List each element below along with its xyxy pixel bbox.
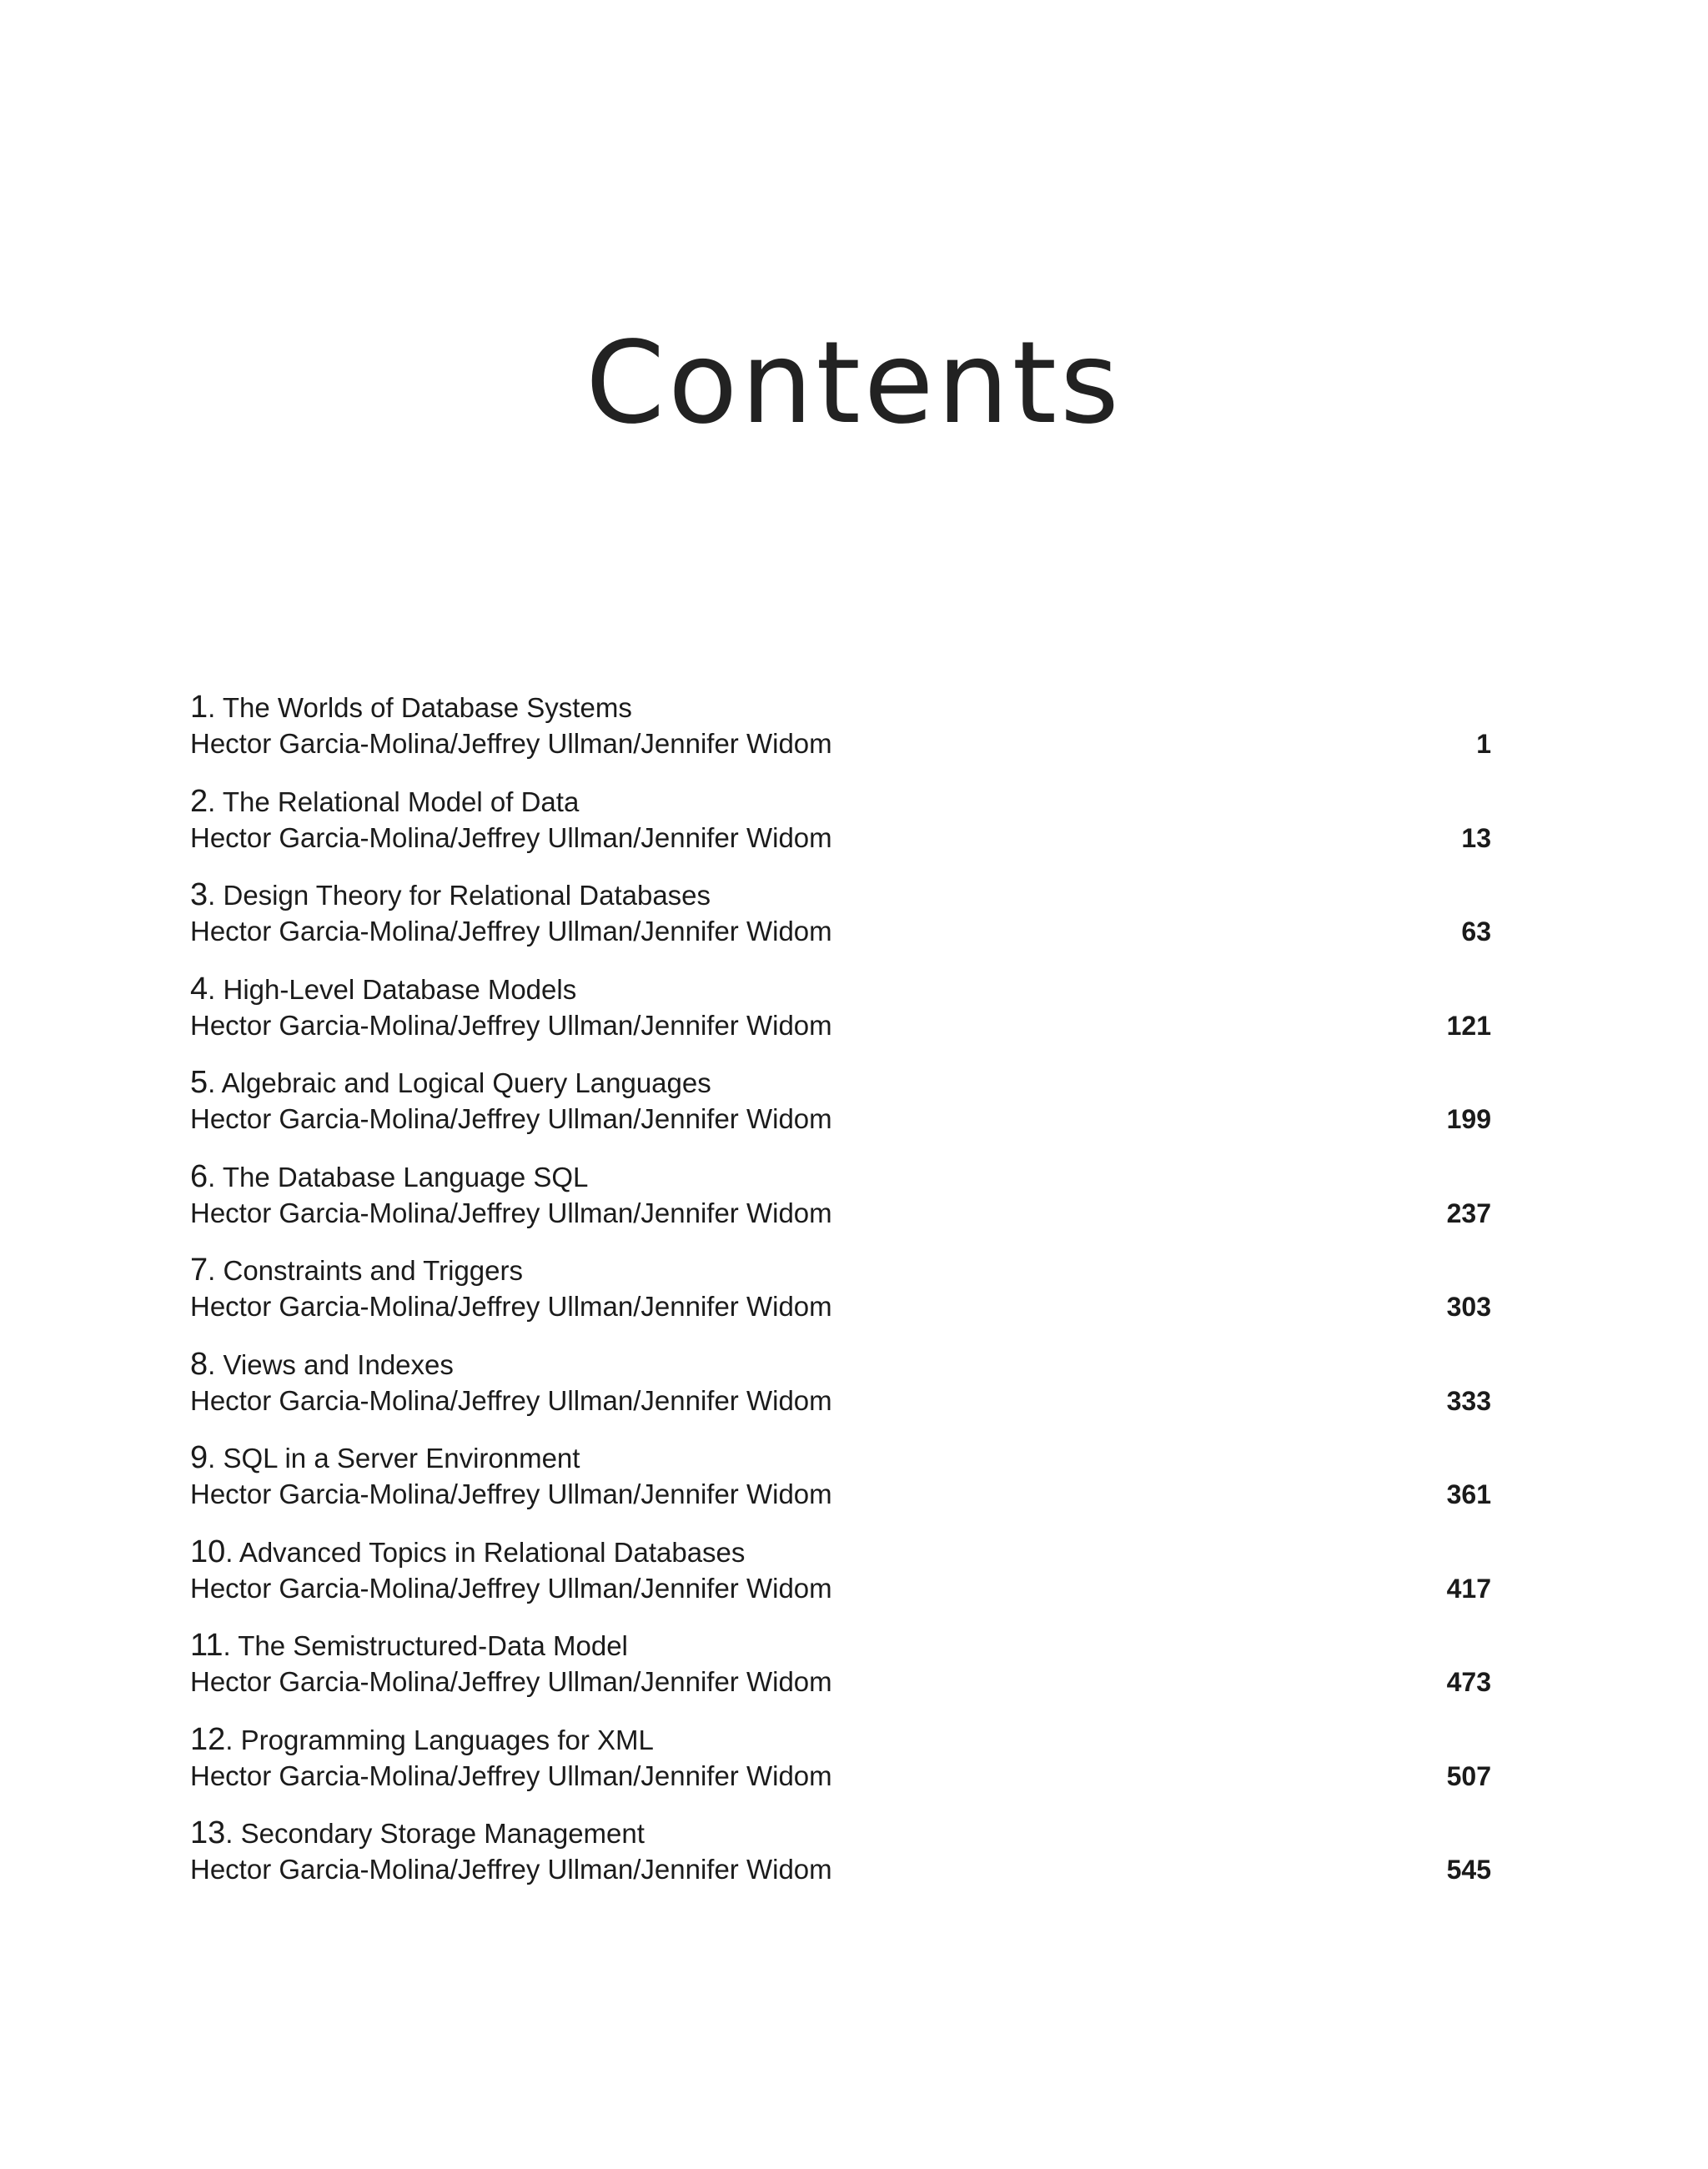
toc-entry[interactable] [190, 1252, 1491, 1346]
chapter-authors: Hector Garcia-Molina/Jeffrey Ullman/Jennifer Widom [190, 1197, 832, 1228]
chapter-page-number: 121 [1446, 1010, 1491, 1041]
chapter-number: 7 [190, 1253, 208, 1288]
toc-entry[interactable] [190, 783, 1491, 877]
chapter-heading: 11. The Semistructured-Data Model [190, 1628, 628, 1663]
chapter-title: Constraints and Triggers [223, 1255, 523, 1286]
chapter-page-number: 13 [1461, 822, 1491, 853]
chapter-heading: 13. Secondary Storage Management [190, 1815, 645, 1850]
table-of-contents [190, 689, 1491, 1909]
chapter-title: Views and Indexes [223, 1348, 454, 1380]
chapter-authors: Hector Garcia-Molina/Jeffrey Ullman/Jennifer Widom [190, 1103, 832, 1134]
chapter-page-number: 473 [1446, 1667, 1491, 1697]
chapter-number: 6 [190, 1158, 208, 1194]
toc-entry[interactable] [190, 1346, 1491, 1440]
chapter-title: Advanced Topics in Relational Databases [239, 1536, 746, 1568]
page-title: Contents [585, 318, 1123, 449]
chapter-number: 12 [190, 1721, 226, 1757]
chapter-authors: Hector Garcia-Molina/Jeffrey Ullman/Jennifer Widom [190, 821, 832, 853]
chapter-heading: 8. Views and Indexes [190, 1346, 454, 1382]
chapter-heading: 5. Algebraic and Logical Query Languages [190, 1065, 711, 1100]
chapter-page-number: 63 [1461, 916, 1491, 946]
toc-entry[interactable] [190, 1064, 1491, 1158]
chapter-number: 3 [190, 877, 208, 912]
chapter-heading: 1. The Worlds of Database Systems [190, 690, 632, 725]
toc-entry[interactable] [190, 876, 1491, 971]
chapter-authors: Hector Garcia-Molina/Jeffrey Ullman/Jennifer Widom [190, 1572, 832, 1604]
chapter-title: Algebraic and Logical Query Languages [221, 1067, 711, 1098]
chapter-title: Programming Languages for XML [240, 1724, 654, 1755]
toc-entry[interactable] [190, 1815, 1491, 1909]
chapter-authors: Hector Garcia-Molina/Jeffrey Ullman/Jennifer Widom [190, 1854, 832, 1885]
chapter-title: SQL in a Server Environment [223, 1443, 580, 1474]
chapter-authors: Hector Garcia-Molina/Jeffrey Ullman/Jennifer Widom [190, 1666, 832, 1697]
chapter-page-number: 303 [1446, 1292, 1491, 1322]
chapter-page-number: 417 [1446, 1573, 1491, 1604]
toc-entry[interactable] [190, 1627, 1491, 1721]
chapter-authors: Hector Garcia-Molina/Jeffrey Ullman/Jennifer Widom [190, 728, 832, 759]
chapter-authors: Hector Garcia-Molina/Jeffrey Ullman/Jennifer Widom [190, 1760, 832, 1791]
chapter-title: Secondary Storage Management [240, 1818, 645, 1849]
chapter-number: 1 [190, 690, 208, 725]
chapter-number: 11 [190, 1628, 224, 1663]
chapter-number: 4 [190, 971, 208, 1007]
chapter-number: 5 [190, 1065, 208, 1100]
chapter-title: High-Level Database Models [223, 973, 577, 1005]
chapter-page-number: 199 [1446, 1104, 1491, 1134]
chapter-number: 13 [190, 1815, 226, 1850]
chapter-number: 10 [190, 1534, 226, 1569]
chapter-number: 9 [190, 1440, 208, 1475]
toc-entry[interactable] [190, 1534, 1491, 1628]
chapter-heading: 7. Constraints and Triggers [190, 1253, 523, 1288]
toc-entry[interactable] [190, 1158, 1491, 1253]
chapter-title: The Relational Model of Data [222, 786, 580, 817]
chapter-page-number: 361 [1446, 1479, 1491, 1509]
toc-entry[interactable] [190, 1721, 1491, 1815]
chapter-page-number: 1 [1476, 729, 1491, 759]
chapter-heading: 4. High-Level Database Models [190, 971, 577, 1007]
chapter-heading: 6. The Database Language SQL [190, 1158, 589, 1194]
toc-entry[interactable] [190, 971, 1491, 1065]
chapter-page-number: 237 [1446, 1197, 1491, 1228]
chapter-authors: Hector Garcia-Molina/Jeffrey Ullman/Jennifer Widom [190, 1479, 832, 1509]
chapter-number: 2 [190, 783, 208, 819]
toc-entry[interactable] [190, 1439, 1491, 1534]
chapter-title: The Worlds of Database Systems [222, 692, 632, 723]
chapter-number: 8 [190, 1346, 208, 1382]
chapter-authors: Hector Garcia-Molina/Jeffrey Ullman/Jennifer Widom [190, 916, 832, 946]
chapter-heading: 2. The Relational Model of Data [190, 783, 580, 819]
chapter-authors: Hector Garcia-Molina/Jeffrey Ullman/Jennifer Widom [190, 1384, 832, 1416]
chapter-heading: 12. Programming Languages for XML [190, 1721, 654, 1757]
chapter-title: Design Theory for Relational Databases [223, 880, 711, 911]
chapter-heading: 9. SQL in a Server Environment [190, 1440, 580, 1475]
chapter-title: The Semistructured-Data Model [238, 1630, 628, 1661]
chapter-authors: Hector Garcia-Molina/Jeffrey Ullman/Jennifer Widom [190, 1009, 832, 1041]
chapter-authors: Hector Garcia-Molina/Jeffrey Ullman/Jennifer Widom [190, 1291, 832, 1322]
chapter-page-number: 545 [1446, 1855, 1491, 1885]
chapter-page-number: 507 [1446, 1760, 1491, 1791]
chapter-heading: 3. Design Theory for Relational Databases [190, 877, 711, 912]
chapter-page-number: 333 [1446, 1385, 1491, 1416]
toc-entry[interactable] [190, 689, 1491, 783]
chapter-heading: 10. Advanced Topics in Relational Databases [190, 1534, 746, 1569]
chapter-title: The Database Language SQL [222, 1161, 589, 1192]
